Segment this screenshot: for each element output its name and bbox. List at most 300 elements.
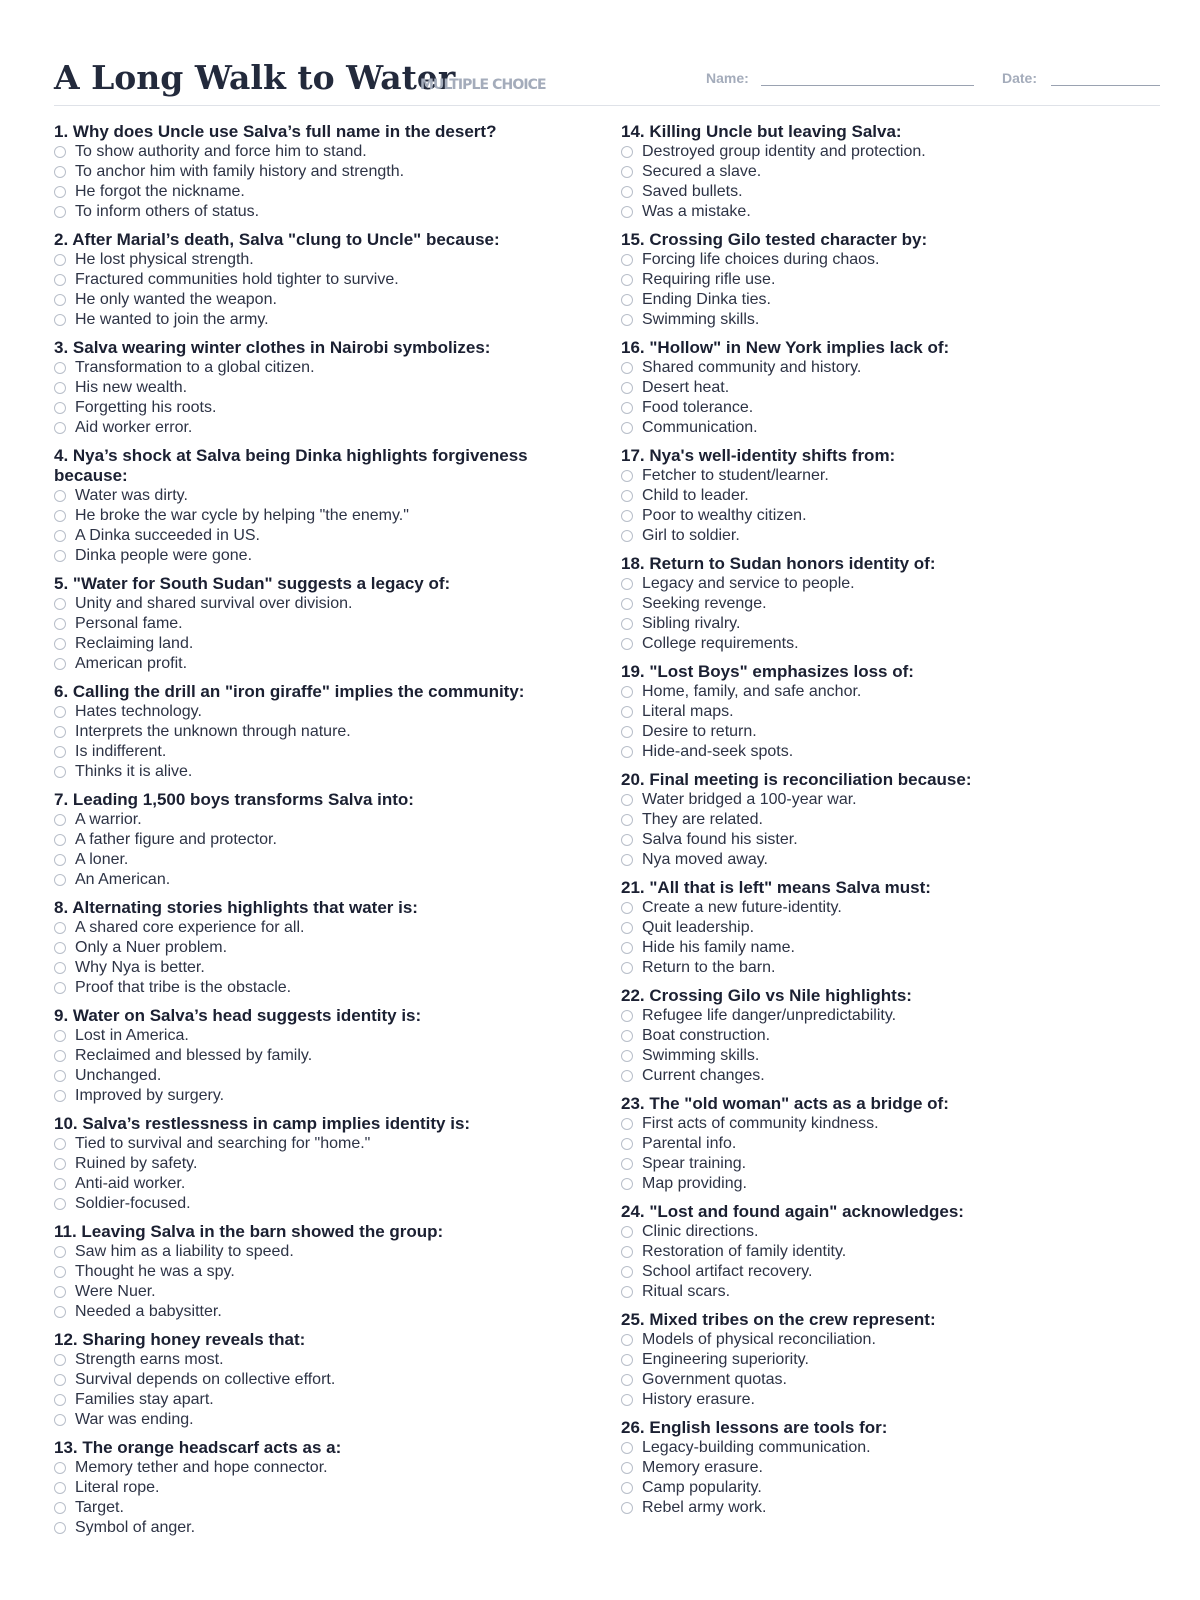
answer-option[interactable] [54,250,579,270]
radio-circle-icon[interactable] [621,422,633,434]
answer-option-label: Ruined by safety. [75,1155,198,1172]
answer-option-label: Desert heat. [642,379,730,396]
answer-option[interactable] [621,1006,1146,1026]
radio-circle-icon[interactable] [54,1138,66,1150]
answer-option[interactable] [621,898,1146,918]
radio-circle-icon[interactable] [621,1462,633,1474]
answer-option[interactable] [621,358,1146,378]
radio-circle-icon[interactable] [54,1354,66,1366]
answer-option-label: Fetcher to student/learner. [642,467,829,484]
answer-option[interactable] [621,614,1146,634]
radio-circle-icon[interactable] [54,1030,66,1042]
question-block [54,1222,579,1322]
answer-option[interactable] [54,142,579,162]
question-text: 4. Nya’s shock at Salva being Dinka highlights forgiveness because: [54,446,528,485]
radio-circle-icon[interactable] [54,186,66,198]
answer-option[interactable] [54,290,579,310]
radio-circle-icon[interactable] [621,1334,633,1346]
radio-circle-icon[interactable] [54,382,66,394]
radio-circle-icon[interactable] [621,1050,633,1062]
answer-option-label: American profit. [75,655,188,672]
question-block [621,1094,1146,1194]
page-title: A Long Walk to Water [54,58,456,97]
answer-option[interactable] [621,526,1146,546]
radio-circle-icon[interactable] [54,274,66,286]
question-text: 3. Salva wearing winter clothes in Nairobi symbolizes: [54,338,491,357]
radio-circle-icon[interactable] [621,1010,633,1022]
answer-option[interactable] [54,978,579,998]
answer-option[interactable] [54,1518,579,1538]
answer-option[interactable] [621,1438,1146,1458]
radio-circle-icon[interactable] [54,1266,66,1278]
radio-circle-icon[interactable] [621,510,633,522]
radio-circle-icon[interactable] [621,726,633,738]
answer-option[interactable] [621,202,1146,222]
answer-option[interactable] [54,526,579,546]
answer-options [54,810,579,890]
radio-circle-icon[interactable] [54,530,66,542]
answer-option[interactable] [54,1174,579,1194]
answer-option[interactable] [621,1498,1146,1518]
radio-circle-icon[interactable] [621,1158,633,1170]
answer-option[interactable] [54,1350,579,1370]
answer-option-label: Child to leader. [642,487,749,504]
date-field-line[interactable] [1051,85,1160,86]
radio-circle-icon[interactable] [621,1070,633,1082]
radio-circle-icon[interactable] [54,362,66,374]
answer-option[interactable] [54,418,579,438]
question-text: 20. Final meeting is reconciliation because: [621,770,972,789]
answer-option[interactable] [54,162,579,182]
answer-option[interactable] [621,810,1146,830]
answer-options [54,1350,579,1430]
answer-options [54,142,579,222]
radio-circle-icon[interactable] [54,1158,66,1170]
answer-option[interactable] [54,722,579,742]
radio-circle-icon[interactable] [621,1482,633,1494]
radio-circle-icon[interactable] [54,1482,66,1494]
answer-option[interactable] [54,1194,579,1214]
radio-circle-icon[interactable] [621,294,633,306]
answer-option[interactable] [54,270,579,290]
answer-option-label: Sibling rivalry. [642,615,741,632]
answer-option[interactable] [54,1242,579,1262]
radio-circle-icon[interactable] [621,1266,633,1278]
radio-circle-icon[interactable] [54,1286,66,1298]
question-text: 19. "Lost Boys" emphasizes loss of: [621,662,914,681]
answer-option[interactable] [54,202,579,222]
answer-option[interactable] [621,1390,1146,1410]
answer-option[interactable] [621,1370,1146,1390]
answer-option[interactable] [621,1154,1146,1174]
answer-option-label: Create a new future-identity. [642,899,842,916]
question-block [621,446,1146,546]
question-text: 21. "All that is left" means Salva must: [621,878,931,897]
answer-option[interactable] [54,1262,579,1282]
radio-circle-icon[interactable] [621,362,633,374]
answer-option[interactable] [621,378,1146,398]
answer-option[interactable] [621,1242,1146,1262]
answer-option[interactable] [54,1282,579,1302]
answer-option-label: To show authority and force him to stand. [75,143,367,160]
answer-option[interactable] [54,1498,579,1518]
radio-circle-icon[interactable] [621,530,633,542]
answer-option-label: To inform others of status. [75,203,260,220]
answer-options [621,250,1146,330]
radio-circle-icon[interactable] [54,314,66,326]
answer-option[interactable] [621,418,1146,438]
question-block [621,878,1146,978]
radio-circle-icon[interactable] [621,1286,633,1298]
radio-circle-icon[interactable] [621,638,633,650]
radio-circle-icon[interactable] [54,166,66,178]
answer-option-label: Girl to soldier. [642,527,740,544]
answer-option[interactable] [54,1134,579,1154]
answer-option-label: Strength earns most. [75,1351,224,1368]
question-text: 26. English lessons are tools for: [621,1418,888,1437]
answer-option[interactable] [621,918,1146,938]
radio-circle-icon[interactable] [621,618,633,630]
radio-circle-icon[interactable] [54,962,66,974]
answer-option[interactable] [54,614,579,634]
answer-option-label: To anchor him with family history and strength. [75,163,405,180]
radio-circle-icon[interactable] [54,942,66,954]
answer-option-label: Personal fame. [75,615,183,632]
answer-option-label: Desire to return. [642,723,757,740]
answer-option[interactable] [621,742,1146,762]
question-block [54,898,579,998]
answer-option[interactable] [54,546,579,566]
answer-option[interactable] [54,1066,579,1086]
answer-option[interactable] [54,1046,579,1066]
answer-option[interactable] [621,1066,1146,1086]
radio-circle-icon[interactable] [621,490,633,502]
answer-option[interactable] [54,1302,579,1322]
answer-option-label: Camp popularity. [642,1479,762,1496]
answer-option[interactable] [621,850,1146,870]
radio-circle-icon[interactable] [621,854,633,866]
radio-circle-icon[interactable] [621,814,633,826]
question-text: 23. The "old woman" acts as a bridge of: [621,1094,949,1113]
radio-circle-icon[interactable] [621,166,633,178]
radio-circle-icon[interactable] [621,470,633,482]
question-block [54,790,579,890]
radio-circle-icon[interactable] [621,1374,633,1386]
answer-option-label: Seeking revenge. [642,595,767,612]
answer-option-label: Target. [75,1499,124,1516]
radio-circle-icon[interactable] [621,206,633,218]
answer-option[interactable] [54,378,579,398]
answer-option-label: A father figure and protector. [75,831,277,848]
radio-circle-icon[interactable] [54,658,66,670]
radio-circle-icon[interactable] [54,1198,66,1210]
radio-circle-icon[interactable] [54,1414,66,1426]
radio-circle-icon[interactable] [621,1246,633,1258]
answer-option[interactable] [54,1410,579,1430]
question-block [621,1310,1146,1410]
radio-circle-icon[interactable] [621,746,633,758]
radio-circle-icon[interactable] [54,638,66,650]
answer-option[interactable] [621,310,1146,330]
answer-option[interactable] [54,850,579,870]
radio-circle-icon[interactable] [54,1374,66,1386]
radio-circle-icon[interactable] [54,766,66,778]
question-block [54,682,579,782]
answer-option[interactable] [621,1262,1146,1282]
radio-circle-icon[interactable] [621,1394,633,1406]
answer-option[interactable] [621,702,1146,722]
radio-circle-icon[interactable] [54,550,66,562]
radio-circle-icon[interactable] [621,1178,633,1190]
answer-option[interactable] [621,1174,1146,1194]
answer-option[interactable] [54,1026,579,1046]
radio-circle-icon[interactable] [54,1246,66,1258]
answer-option[interactable] [621,1046,1146,1066]
answer-option[interactable] [621,250,1146,270]
answer-option[interactable] [621,682,1146,702]
name-field-line[interactable] [761,85,974,86]
radio-circle-icon[interactable] [54,1050,66,1062]
answer-option-label: Secured a slave. [642,163,762,180]
answer-option[interactable] [621,142,1146,162]
radio-circle-icon[interactable] [621,598,633,610]
answer-option[interactable] [54,594,579,614]
answer-options [54,1458,579,1538]
answer-option[interactable] [54,182,579,202]
radio-circle-icon[interactable] [621,902,633,914]
answer-option-label: Literal maps. [642,703,734,720]
answer-options [54,358,579,438]
radio-circle-icon[interactable] [54,422,66,434]
question-block [621,662,1146,762]
answer-option-label: Home, family, and safe anchor. [642,683,862,700]
answer-option-label: Lost in America. [75,1027,189,1044]
radio-circle-icon[interactable] [621,706,633,718]
question-block [54,1330,579,1430]
answer-options [621,574,1146,654]
radio-circle-icon[interactable] [621,254,633,266]
answer-option-label: School artifact recovery. [642,1263,813,1280]
answer-options [54,1134,579,1214]
answer-option-label: Memory tether and hope connector. [75,1459,328,1476]
answer-option[interactable] [54,958,579,978]
answer-option[interactable] [621,1282,1146,1302]
answer-option-label: Communication. [642,419,758,436]
answer-options [54,918,579,998]
answer-option[interactable] [54,634,579,654]
answer-option[interactable] [54,742,579,762]
answer-options [54,1242,579,1322]
radio-circle-icon[interactable] [621,942,633,954]
left-question-column [54,122,579,1546]
answer-option[interactable] [54,506,579,526]
answer-option[interactable] [54,654,579,674]
answer-option[interactable] [621,1350,1146,1370]
answer-option[interactable] [621,722,1146,742]
radio-circle-icon[interactable] [54,834,66,846]
answer-option[interactable] [621,1222,1146,1242]
question-block [621,338,1146,438]
answer-option[interactable] [54,702,579,722]
answer-option-label: Families stay apart. [75,1391,214,1408]
answer-option[interactable] [621,634,1146,654]
radio-circle-icon[interactable] [54,598,66,610]
answer-option-label: Needed a babysitter. [75,1303,222,1320]
radio-circle-icon[interactable] [54,146,66,158]
answer-option-label: Ritual scars. [642,1283,731,1300]
answer-option-label: Hide his family name. [642,939,795,956]
radio-circle-icon[interactable] [621,1442,633,1454]
answer-option[interactable] [54,310,579,330]
answer-option[interactable] [621,938,1146,958]
radio-circle-icon[interactable] [54,254,66,266]
answer-option-label: He forgot the nickname. [75,183,245,200]
answer-option[interactable] [54,918,579,938]
radio-circle-icon[interactable] [621,382,633,394]
question-text: 10. Salva’s restlessness in camp implies identity is: [54,1114,471,1133]
radio-circle-icon[interactable] [54,1178,66,1190]
question-block [621,554,1146,654]
answer-options [54,486,579,566]
answer-options [54,250,579,330]
answer-option-label: He lost physical strength. [75,251,254,268]
radio-circle-icon[interactable] [54,490,66,502]
radio-circle-icon[interactable] [54,1070,66,1082]
radio-circle-icon[interactable] [621,834,633,846]
radio-circle-icon[interactable] [54,1090,66,1102]
radio-circle-icon[interactable] [54,1502,66,1514]
right-question-column [621,122,1146,1526]
question-block [54,1438,579,1538]
answer-option[interactable] [621,1026,1146,1046]
answer-option-label: Were Nuer. [75,1283,156,1300]
answer-option-label: Soldier-focused. [75,1195,191,1212]
radio-circle-icon[interactable] [621,1354,633,1366]
answer-option[interactable] [621,486,1146,506]
radio-circle-icon[interactable] [54,874,66,886]
answer-option[interactable] [54,1478,579,1498]
answer-option-label: Water was dirty. [75,487,188,504]
radio-circle-icon[interactable] [54,1462,66,1474]
radio-circle-icon[interactable] [54,706,66,718]
radio-circle-icon[interactable] [621,1226,633,1238]
answer-option-label: War was ending. [75,1411,194,1428]
answer-option-label: Food tolerance. [642,399,754,416]
radio-circle-icon[interactable] [621,186,633,198]
radio-circle-icon[interactable] [621,1030,633,1042]
answer-option-label: Poor to wealthy citizen. [642,507,807,524]
answer-option[interactable] [621,270,1146,290]
answer-options [54,1026,579,1106]
answer-options [621,142,1146,222]
answer-option-label: Hates technology. [75,703,202,720]
answer-option-label: Destroyed group identity and protection. [642,143,926,160]
radio-circle-icon[interactable] [621,1502,633,1514]
radio-circle-icon[interactable] [621,686,633,698]
answer-option-label: Refugee life danger/unpredictability. [642,1007,897,1024]
page-subtitle: MULTIPLE CHOICE [420,77,546,93]
answer-option[interactable] [621,1478,1146,1498]
answer-option[interactable] [621,594,1146,614]
radio-circle-icon[interactable] [54,206,66,218]
answer-option[interactable] [54,1154,579,1174]
answer-option[interactable] [621,1114,1146,1134]
answer-option[interactable] [54,1370,579,1390]
radio-circle-icon[interactable] [621,1118,633,1130]
answer-option[interactable] [54,870,579,890]
radio-circle-icon[interactable] [54,1306,66,1318]
radio-circle-icon[interactable] [621,578,633,590]
radio-circle-icon[interactable] [621,1138,633,1150]
answer-option[interactable] [621,830,1146,850]
answer-option[interactable] [54,358,579,378]
question-text: 7. Leading 1,500 boys transforms Salva into: [54,790,414,809]
radio-circle-icon[interactable] [54,1394,66,1406]
answer-option[interactable] [621,506,1146,526]
answer-option[interactable] [54,398,579,418]
answer-option-label: He only wanted the weapon. [75,291,277,308]
radio-circle-icon[interactable] [621,402,633,414]
radio-circle-icon[interactable] [54,982,66,994]
answer-option-label: Tied to survival and searching for "home." [75,1135,371,1152]
radio-circle-icon[interactable] [54,294,66,306]
answer-option[interactable] [621,398,1146,418]
radio-circle-icon[interactable] [54,618,66,630]
radio-circle-icon[interactable] [621,962,633,974]
radio-circle-icon[interactable] [54,510,66,522]
answer-option[interactable] [54,938,579,958]
answer-option[interactable] [621,290,1146,310]
radio-circle-icon[interactable] [54,402,66,414]
answer-option[interactable] [621,182,1146,202]
answer-option-label: Survival depends on collective effort. [75,1371,336,1388]
answer-options [621,1438,1146,1518]
radio-circle-icon[interactable] [621,314,633,326]
radio-circle-icon[interactable] [54,746,66,758]
answer-option-label: Literal rope. [75,1479,160,1496]
radio-circle-icon[interactable] [54,922,66,934]
radio-circle-icon[interactable] [54,726,66,738]
answer-option[interactable] [621,958,1146,978]
answer-option-label: Water bridged a 100-year war. [642,791,857,808]
answer-option[interactable] [621,1134,1146,1154]
answer-option[interactable] [621,466,1146,486]
answer-option[interactable] [621,1458,1146,1478]
answer-option[interactable] [621,1330,1146,1350]
answer-option-label: Unchanged. [75,1067,162,1084]
answer-option[interactable] [54,762,579,782]
question-text: 11. Leaving Salva in the barn showed the group: [54,1222,444,1241]
answer-option[interactable] [54,1458,579,1478]
radio-circle-icon[interactable] [54,814,66,826]
answer-option[interactable] [621,790,1146,810]
answer-option[interactable] [54,1390,579,1410]
radio-circle-icon[interactable] [54,854,66,866]
answer-option[interactable] [54,1086,579,1106]
radio-circle-icon[interactable] [621,922,633,934]
answer-option[interactable] [621,162,1146,182]
radio-circle-icon[interactable] [621,146,633,158]
radio-circle-icon[interactable] [54,1522,66,1534]
answer-option[interactable] [54,810,579,830]
answer-option[interactable] [621,574,1146,594]
radio-circle-icon[interactable] [621,794,633,806]
answer-option[interactable] [54,830,579,850]
answer-option-label: Is indifferent. [75,743,167,760]
radio-circle-icon[interactable] [621,274,633,286]
answer-option[interactable] [54,486,579,506]
answer-option-label: An American. [75,871,171,888]
